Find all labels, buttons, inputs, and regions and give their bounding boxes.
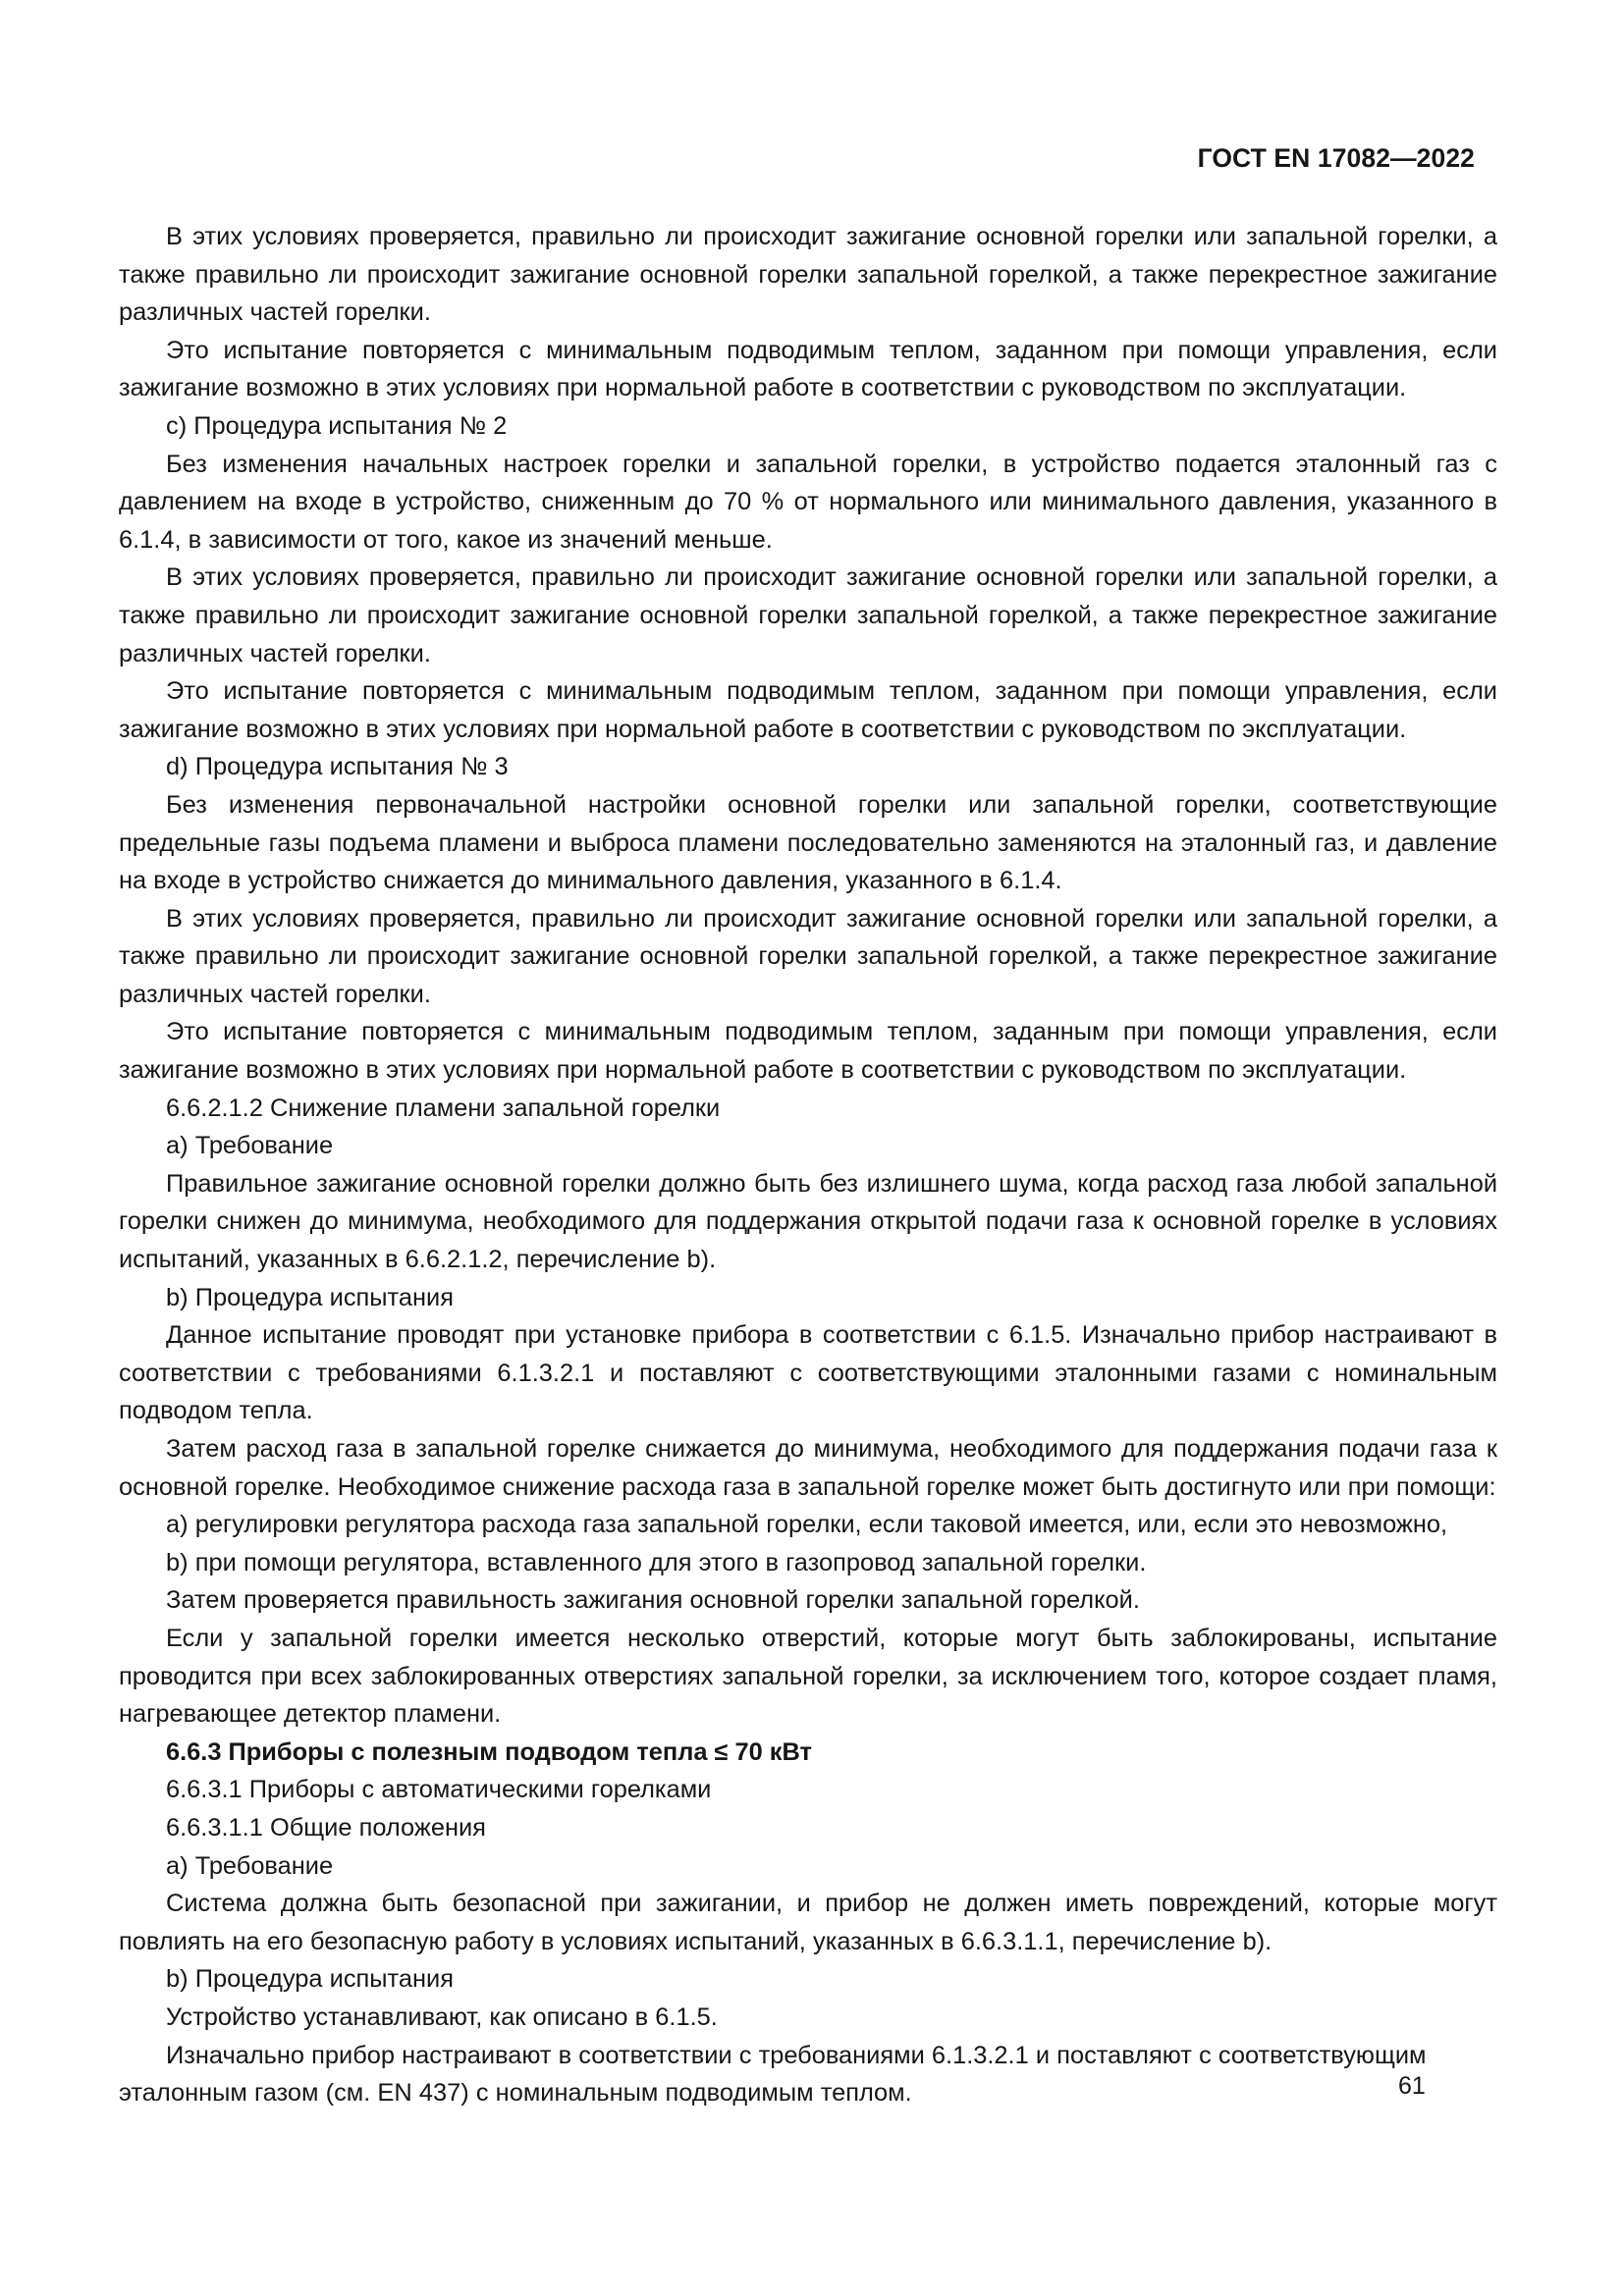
body-paragraph: b) Процедура испытания (166, 1965, 454, 1994)
body-paragraph: 6.6.3.1 Приборы с автоматическими горелками (166, 1776, 712, 1804)
body-paragraph: Система должна быть безопасной при зажигании, и прибор не должен иметь повреждений, которые могут повлиять на его безопасную работу в условиях испытаний, указанных в 6.6.3.1.1, перечисление b). (119, 1890, 1497, 1955)
body-paragraph: Без изменения первоначальной настройки основной горелки или запальной горелки, соответствующие предельные газы подъема пламени и выброса пламени последовательно заменяются на эталонный газ, и давление на входе в устройство снижается до минимального давления, указанного в 6.1.4. (119, 790, 1497, 895)
body-paragraph: В этих условиях проверяется, правильно ли происходит зажигание основной горелки или запальной горелки, а также правильно ли происходит зажигание основной горелки запальной горелкой, а также перекрестное зажигание различных частей горелки. (119, 563, 1497, 667)
body-paragraph: Это испытание повторяется с минимальным подводимым теплом, заданном при помощи управления, если зажигание возможно в этих условиях при нормальной работе в соответствии с руководством по эксплуатации. (119, 336, 1497, 402)
body-paragraph: a) регулировки регулятора расхода газа запальной горелки, если таковой имеется, или, если это невозможно, (166, 1511, 1448, 1539)
body-paragraph: Затем проверяется правильность зажигания основной горелки запальной горелкой. (166, 1586, 1140, 1615)
body-paragraph: a) Требование (166, 1851, 334, 1880)
page-header-standard-number: ГОСТ EN 17082—2022 (1197, 143, 1475, 173)
body-paragraph: Изначально прибор настраивают в соответствии с требованиями 6.1.3.2.1 и поставляют с соответствующим эталонным газом (см. EN 437) с номинальным подводимым теплом. (119, 2041, 1427, 2108)
body-paragraph: Правильное зажигание основной горелки должно быть без излишнего шума, когда расход газа любой запальной горелки снижен до минимума, необходимого для поддержания открытой подачи газа к основной горелке в условиях испытаний, указанных в 6.6.2.1.2, перечисление b). (119, 1169, 1497, 1274)
body-paragraph: b) Процедура испытания (166, 1283, 454, 1311)
body-paragraph: Устройство устанавливают, как описано в 6.1.5. (166, 2002, 718, 2031)
body-paragraph: Без изменения начальных настроек горелки и запальной горелки, в устройство подается эталонный газ с давлением на входе в устройство, сниженным до 70 % от нормального или минимального давления, указанного в 6.1.4, в зависимости от того, какое из значений меньше. (119, 450, 1497, 554)
body-paragraph: Данное испытание проводят при установке прибора в соответствии с 6.1.5. Изначально прибор настраивают в соответствии с требованиями 6.1.3.2.1 и поставляют с соответствующими эталонными газами с номинальным подводом тепла. (119, 1321, 1497, 1425)
body-paragraph: d) Процедура испытания № 3 (166, 753, 509, 781)
body-paragraph: 6.6.2.1.2 Снижение пламени запальной горелки (166, 1094, 721, 1122)
body-paragraph: a) Требование (166, 1132, 334, 1160)
body-paragraph: В этих условиях проверяется, правильно ли происходит зажигание основной горелки или запальной горелки, а также правильно ли происходит зажигание основной горелки запальной горелкой, а также перекрестное зажигание различных частей горелки. (119, 223, 1497, 327)
body-paragraph: Если у запальной горелки имеется несколько отверстий, которые могут быть заблокированы, испытание проводится при всех заблокированных отверстиях запальной горелки, за исключением того, которое создает пламя, нагревающее детектор пламени. (119, 1624, 1497, 1729)
section-heading: 6.6.3 Приборы с полезным подводом тепла ≤ 70 кВт (166, 1737, 812, 1766)
body-paragraph: В этих условиях проверяется, правильно ли происходит зажигание основной горелки или запальной горелки, а также правильно ли происходит зажигание основной горелки запальной горелкой, а также перекрестное зажигание различных частей горелки. (119, 904, 1497, 1008)
body-paragraph: c) Процедура испытания № 2 (166, 411, 508, 440)
body-paragraph: 6.6.3.1.1 Общие положения (166, 1813, 486, 1842)
body-paragraph: Затем расход газа в запальной горелке снижается до минимума, необходимого для поддержания подачи газа к основной горелке. Необходимое снижение расхода газа в запальной горелке может быть достигнуто или при помощи: (119, 1435, 1497, 1501)
page-number: 61 (1398, 2072, 1426, 2100)
body-paragraph: b) при помощи регулятора, вставленного для этого в газопровод запальной горелки. (166, 1548, 1147, 1576)
body-paragraph: Это испытание повторяется с минимальным подводимым теплом, заданном при помощи управления, если зажигание возможно в этих условиях при нормальной работе в соответствии с руководством по эксплуатации. (119, 677, 1497, 743)
document-body (119, 218, 1497, 2112)
body-paragraph: Это испытание повторяется с минимальным подводимым теплом, заданным при помощи управления, если зажигание возможно в этих условиях при нормальной работе в соответствии с руководством по эксплуатации. (119, 1018, 1497, 1085)
